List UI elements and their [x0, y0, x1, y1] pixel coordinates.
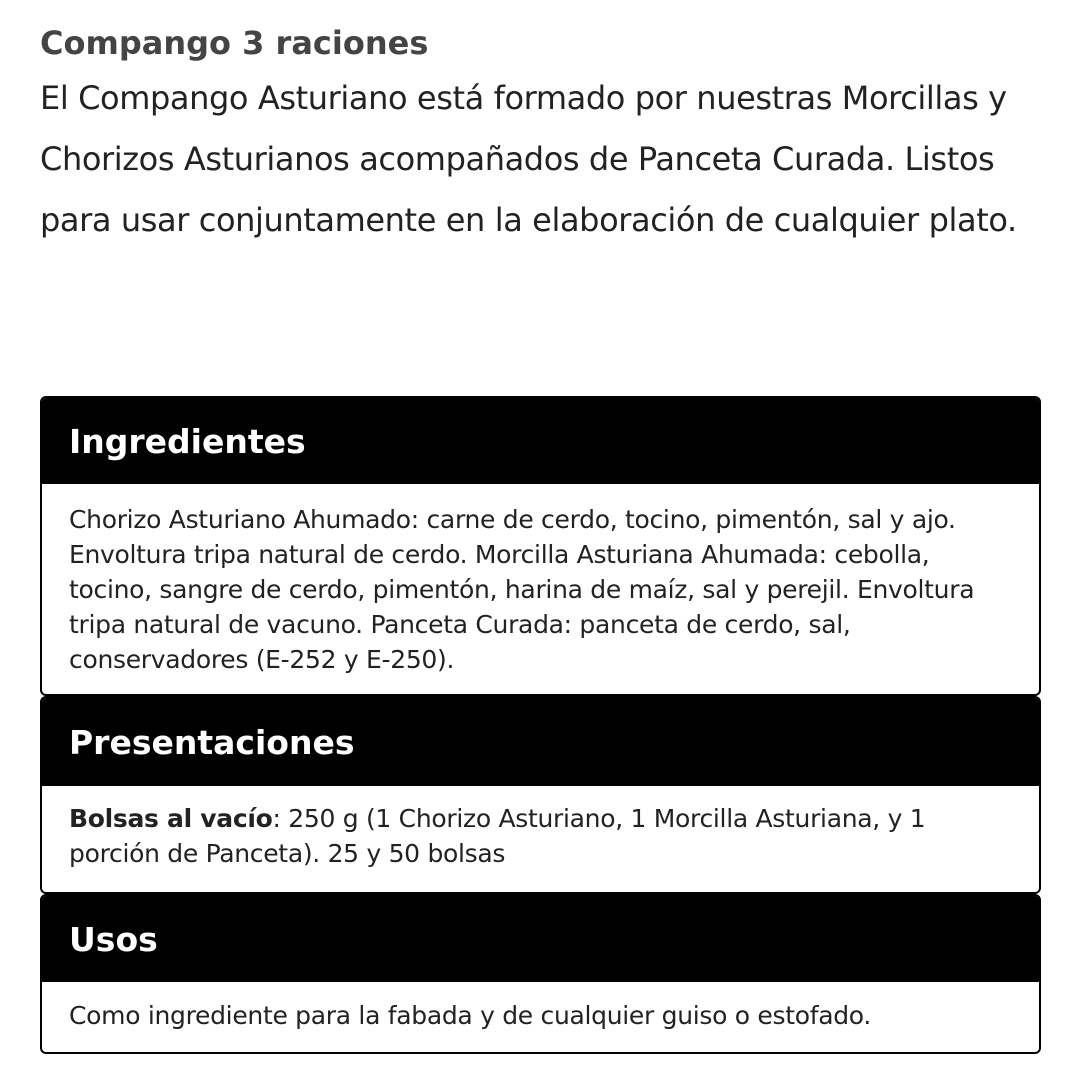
ingredients-panel — [40, 396, 1041, 696]
presentations-body — [42, 786, 1039, 892]
product-intro — [40, 18, 1050, 251]
product-info-sections — [40, 396, 1041, 1054]
presentations-panel — [40, 696, 1041, 894]
presentations-text: : 250 g (1 Chorizo Asturiano, 1 Morcilla Asturiana, y 1 porción de Panceta). 25 y 50 bolsas — [69, 804, 926, 868]
product-description: El Compango Asturiano está formado por nuestras Morcillas y Chorizos Asturianos acompañados de Panceta Curada. Listos para usar conjuntamente en la elaboración de cualquier plato. — [40, 79, 1017, 239]
presentations-header: Presentaciones — [42, 698, 1039, 786]
ingredients-header: Ingredientes — [42, 398, 1039, 484]
product-title: Compango 3 raciones — [40, 24, 429, 62]
uses-panel — [40, 894, 1041, 1054]
uses-header: Usos — [42, 896, 1039, 982]
uses-body: Como ingrediente para la fabada y de cualquier guiso o estofado. — [69, 1001, 872, 1030]
ingredients-body: Chorizo Asturiano Ahumado: carne de cerdo, tocino, pimentón, sal y ajo. Envoltura tripa natural de cerdo. Morcilla Asturiana Ahumada: cebolla, tocino, sangre de cerdo, pimentón, harina de maíz, sal y perejil. Envoltura tripa natural de vacuno. Panceta Curada: panceta de cerdo, sal, conservadores (E-252 y E-250). — [69, 505, 975, 674]
presentations-label: Bolsas al vacío — [69, 804, 273, 833]
